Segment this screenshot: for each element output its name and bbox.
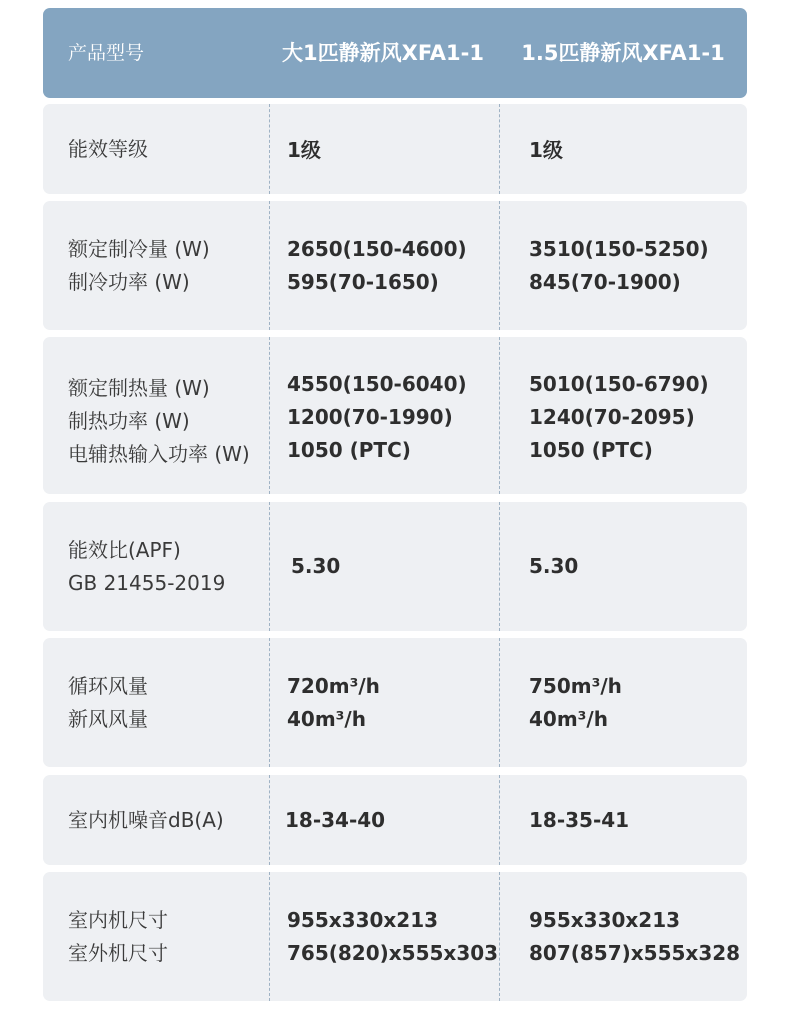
row-value-line: 18-34-40 [285, 807, 386, 832]
row-value-line: 1050 (PTC) [287, 438, 411, 462]
row-label-line: 额定制冷量 (W) [68, 236, 210, 261]
row-value-line: 807(857)x555x328 [529, 940, 741, 965]
row-value-model-1 [269, 201, 499, 330]
row-value-line: 5010(150-6790) [529, 372, 709, 396]
row-label [43, 201, 269, 330]
header-model-1-text: 大1匹静新风XFA1-1 [282, 40, 484, 65]
header-label [43, 8, 269, 98]
row-label-line: 额定制热量 (W) [68, 376, 210, 400]
row-value-line: 955x330x213 [287, 907, 439, 932]
header-model-1 [263, 8, 503, 98]
row-value-line: 5.30 [529, 554, 579, 578]
row-value-line: 595(70-1650) [287, 269, 439, 294]
row-value-model-1 [269, 638, 499, 767]
spec-row-heating [43, 337, 747, 494]
row-label-line: 新风风量 [68, 706, 148, 731]
row-value-model-2 [499, 872, 747, 1001]
row-value-line: 750m³/h [529, 673, 622, 698]
row-value-model-2 [499, 775, 747, 865]
row-value-line: 1级 [529, 138, 563, 162]
row-label [43, 872, 269, 1001]
row-value-model-1 [269, 337, 499, 494]
row-label [43, 775, 269, 865]
row-value-model-2 [499, 337, 747, 494]
row-label-line: GB 21455-2019 [68, 570, 226, 595]
row-value-line: 720m³/h [287, 673, 380, 698]
row-label-line: 循环风量 [68, 673, 148, 698]
spec-row-apf [43, 502, 747, 631]
row-value-model-1 [269, 872, 499, 1001]
row-value-line: 955x330x213 [529, 907, 681, 932]
row-value-line: 845(70-1900) [529, 269, 681, 294]
table-header [43, 8, 747, 98]
row-label-line: 能效等级 [68, 136, 148, 161]
row-label [43, 337, 269, 494]
row-value-model-2 [499, 502, 747, 631]
row-value-model-2 [499, 638, 747, 767]
header-model-2-text: 1.5匹静新风XFA1-1 [521, 40, 725, 65]
row-label-line: 制热功率 (W) [68, 409, 190, 433]
header-label-text: 产品型号 [68, 41, 145, 64]
row-label-line: 能效比(APF) [68, 537, 181, 562]
spec-row-dimensions [43, 872, 747, 1001]
spec-row-noise [43, 775, 747, 865]
row-value-line: 40m³/h [287, 706, 366, 731]
row-value-model-1 [269, 104, 499, 194]
row-label-line: 室外机尺寸 [68, 940, 168, 965]
header-model-2 [499, 8, 747, 98]
row-label-line: 制冷功率 (W) [68, 269, 190, 294]
row-value-line: 1级 [287, 138, 321, 162]
row-value-line: 5.30 [291, 554, 341, 578]
spec-row-cooling [43, 201, 747, 330]
row-value-line: 2650(150-4600) [287, 236, 467, 261]
row-value-line: 18-35-41 [529, 807, 630, 832]
row-value-line: 1200(70-1990) [287, 405, 453, 429]
row-value-line: 40m³/h [529, 706, 608, 731]
row-label [43, 104, 269, 194]
row-label-line: 室内机尺寸 [68, 907, 168, 932]
row-value-model-2 [499, 104, 747, 194]
row-value-line: 3510(150-5250) [529, 236, 709, 261]
row-value-model-2 [499, 201, 747, 330]
row-value-line: 765(820)x555x303 [287, 940, 499, 965]
row-value-line: 1050 (PTC) [529, 438, 653, 462]
row-value-model-1 [269, 775, 499, 865]
row-label-line: 电辅热输入功率 (W) [68, 442, 250, 466]
row-value-model-1 [269, 502, 499, 631]
spec-row-efficiency-grade [43, 104, 747, 194]
row-value-line: 1240(70-2095) [529, 405, 695, 429]
row-value-line: 4550(150-6040) [287, 372, 467, 396]
spec-row-airflow [43, 638, 747, 767]
row-label [43, 502, 269, 631]
row-label-line: 室内机噪音dB(A) [68, 807, 224, 832]
row-label [43, 638, 269, 767]
